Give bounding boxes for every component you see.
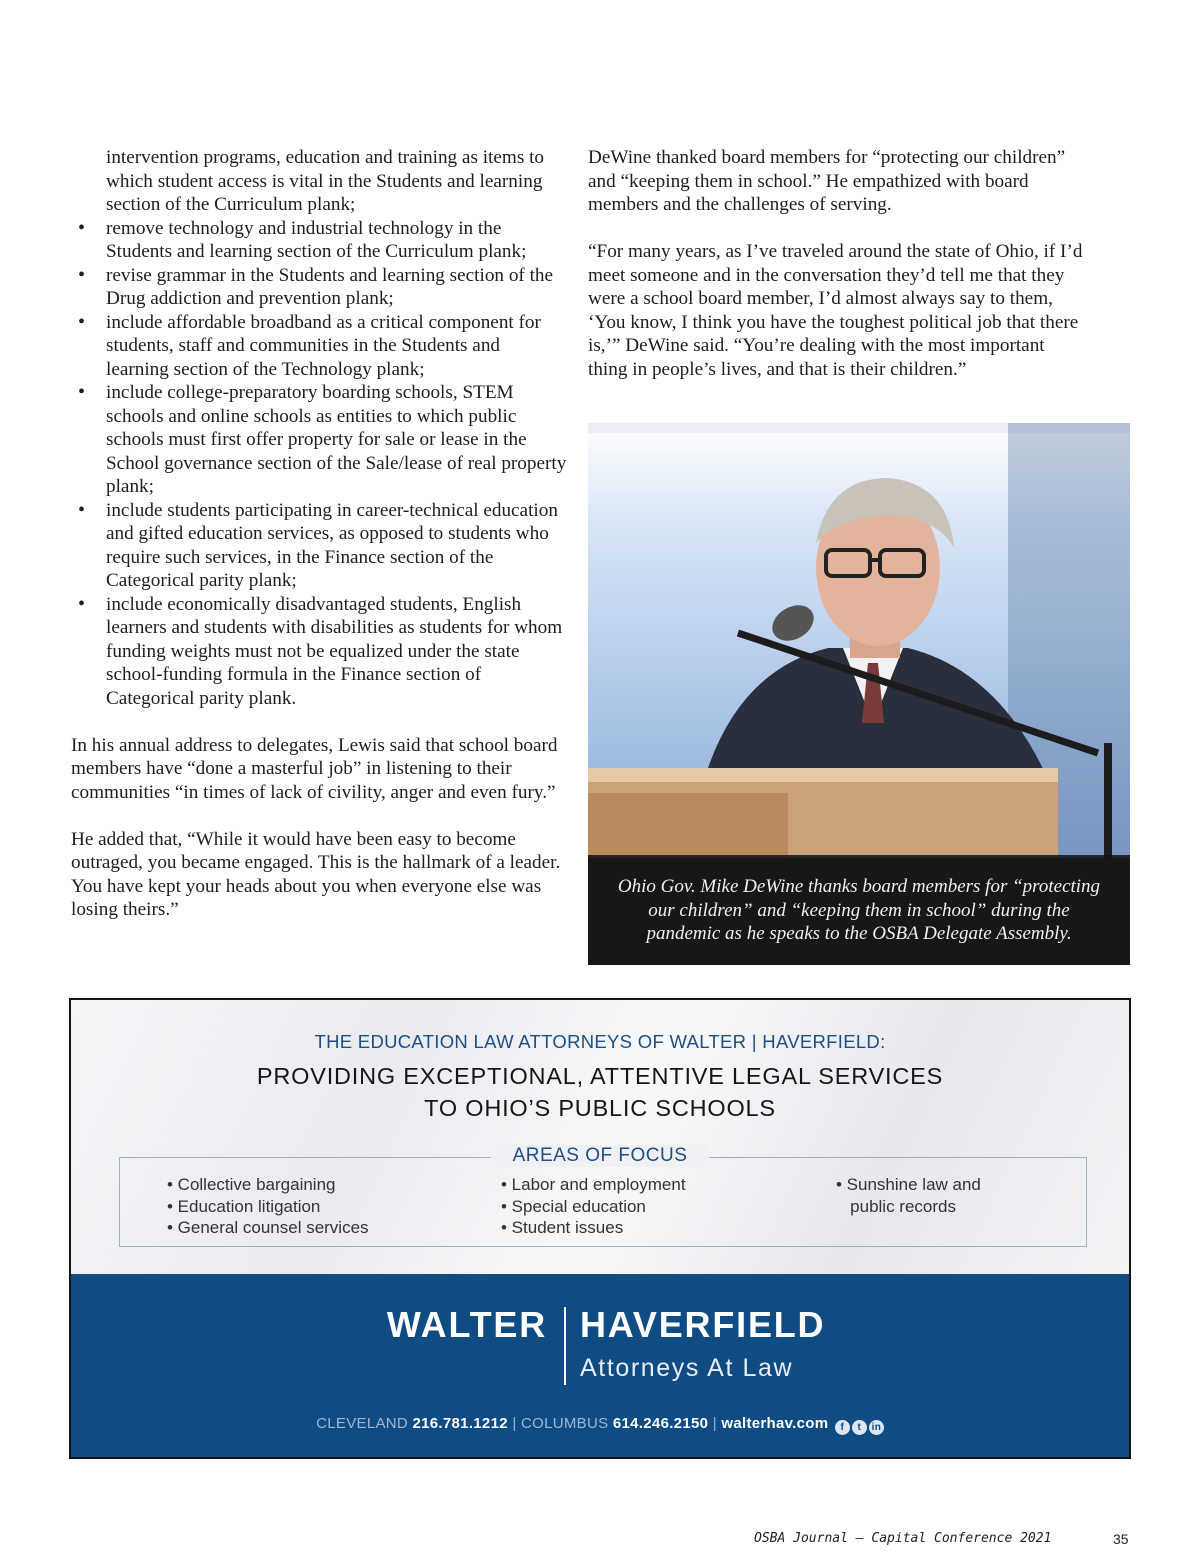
focus-column — [501, 1174, 686, 1239]
focus-column — [167, 1174, 369, 1239]
ad-headline — [71, 1060, 1129, 1124]
walter-haverfield-ad[interactable] — [69, 998, 1131, 1459]
social-icons — [833, 1417, 884, 1435]
linkedin-icon[interactable]: in — [869, 1420, 884, 1435]
focus-item: • Labor and employment — [501, 1175, 686, 1194]
phone-link[interactable]: 216.781.1212 — [412, 1415, 508, 1432]
photo-caption: Ohio Gov. Mike DeWine thanks board members for “protecting our children” and “keeping them in school” during the pandemic as he speaks to the OSBA Delegate Assembly. — [588, 855, 1130, 965]
focus-item: • Special education — [501, 1196, 646, 1216]
list-item: • include economically disadvantaged students, English learners and students with disabilities as students for whom funding weights must not be equalized under the state school-funding formula in the Finance section of Categorical parity plank. — [71, 593, 567, 711]
ad-headline-line: PROVIDING EXCEPTIONAL, ATTENTIVE LEGAL SERVICES — [256, 1063, 944, 1089]
brand-divider — [564, 1307, 566, 1385]
focus-item: • Collective bargaining — [167, 1175, 336, 1194]
city-label: COLUMBUS — [521, 1415, 609, 1432]
list-item: • remove technology and industrial technology in the Students and learning section of the Curriculum plank; — [71, 217, 567, 264]
list-item: • include students participating in career-technical education and gifted education services, as opposed to students who require such services, in the Finance section of the Categorical parity plank; — [71, 499, 567, 593]
separator: | — [712, 1415, 717, 1432]
body-paragraph: In his annual address to delegates, Lewis said that school board members have “done a masterful job” in listening to their communities “in times of lack of civility, anger and even fury.” — [71, 734, 558, 803]
focus-column — [836, 1174, 981, 1217]
ad-top-panel — [71, 1000, 1129, 1274]
facebook-icon[interactable]: f — [835, 1420, 850, 1435]
dewine-speaking-photo — [588, 423, 1130, 965]
ad-headline-line: TO OHIO’S PUBLIC SCHOOLS — [424, 1095, 776, 1121]
focus-item: public records — [836, 1196, 956, 1216]
ad-brand-panel — [71, 1274, 1129, 1457]
left-column — [71, 146, 567, 922]
list-item: • revise grammar in the Students and learning section of the Drug addiction and prevention plank; — [71, 264, 567, 311]
brand-name-walter: WALTER — [386, 1304, 547, 1345]
brand-tagline: Attorneys At Law — [580, 1354, 794, 1382]
twitter-icon[interactable]: t — [852, 1420, 867, 1435]
continued-list-item: intervention programs, education and training as items to which student access is vital in the Students and learning section of the Curriculum plank; — [106, 147, 545, 215]
focus-item: • General counsel services — [167, 1218, 369, 1238]
brand-name-haverfield: HAVERFIELD — [580, 1304, 826, 1345]
city-label: CLEVELAND — [316, 1415, 409, 1432]
body-paragraph: He added that, “While it would have been easy to become outraged, you became engaged. This is the hallmark of a leader. You have kept your heads about you when everyone else was losing theirs.” — [71, 828, 561, 920]
list-item: • include affordable broadband as a critical component for students, staff and communities in the Students and learning section of the Technology plank; — [71, 311, 567, 382]
focus-item: • Sunshine law and — [836, 1175, 981, 1194]
plank-changes-list — [71, 217, 567, 711]
list-item: • include college-preparatory boarding schools, STEM schools and online schools as entities to which public schools must first offer property for sale or lease in the School governance section of the Sale/lease of real property plank; — [71, 381, 567, 499]
publication-footer: OSBA Journal — Capital Conference 2021 — [754, 1531, 1052, 1546]
ad-eyebrow: THE EDUCATION LAW ATTORNEYS OF WALTER | HAVERFIELD: — [314, 1031, 886, 1052]
body-paragraph: “For many years, as I’ve traveled around the state of Ohio, if I’d meet someone and in the conversation they’d tell me that they were a school board member, I’d almost always say to them, ‘You know, I think you have the toughest political job that there is,’” DeWine said. “You’re dealing with the most important thing in people’s lives, and that is their children.” — [588, 241, 1083, 380]
areas-of-focus-title: AREAS OF FOCUS — [491, 1145, 709, 1167]
focus-item: • Student issues — [501, 1218, 624, 1238]
phone-link[interactable]: 614.246.2150 — [612, 1415, 709, 1432]
body-paragraph: DeWine thanked board members for “protecting our children” and “keeping them in school.” He empathized with board members and the challenges of serving. — [588, 147, 1066, 215]
contact-line — [71, 1415, 1129, 1435]
separator: | — [512, 1415, 517, 1432]
focus-item: • Education litigation — [167, 1196, 321, 1216]
right-column — [588, 146, 1088, 381]
page-number: 35 — [1113, 1531, 1129, 1547]
website-link[interactable]: walterhav.com — [721, 1415, 829, 1432]
